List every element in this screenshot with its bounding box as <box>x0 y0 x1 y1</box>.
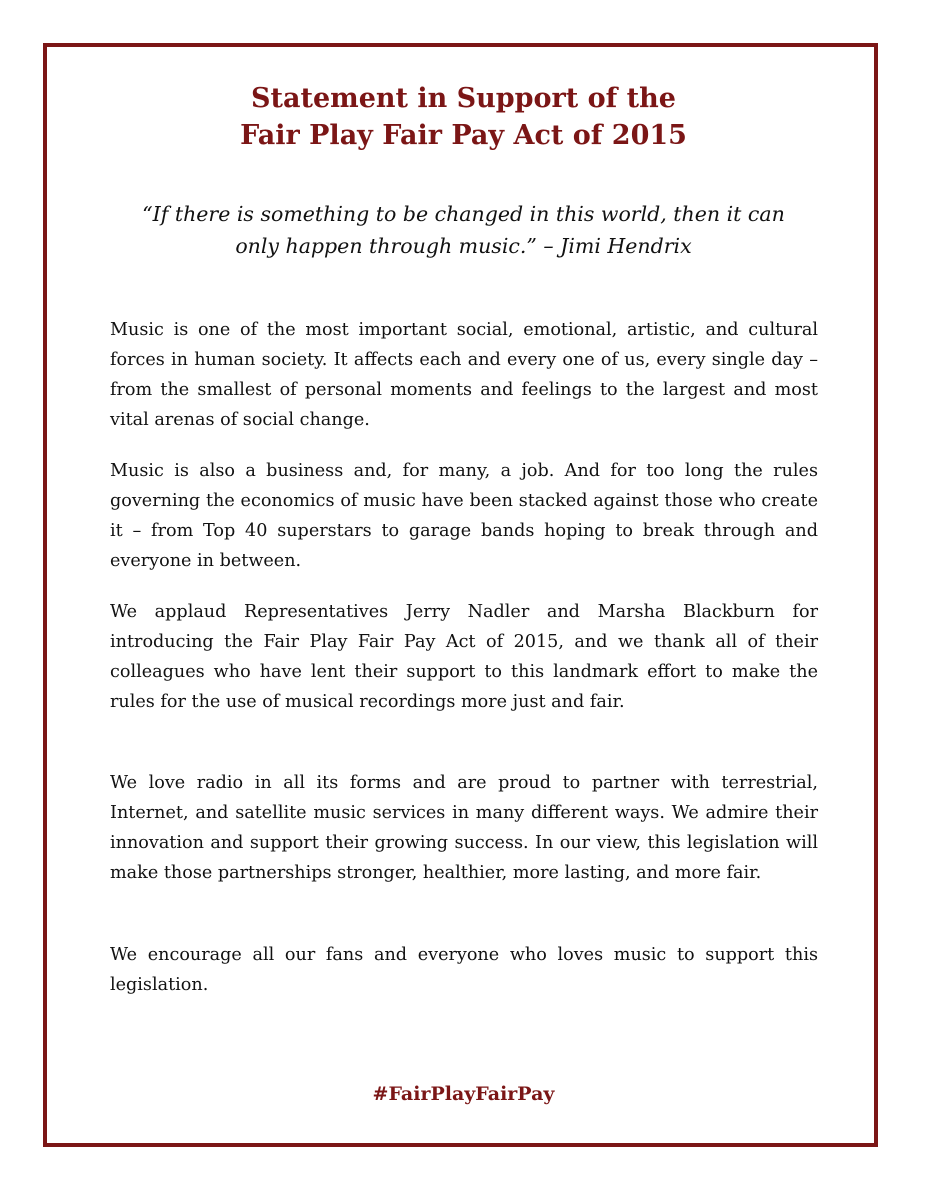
paragraph-music-importance: Music is one of the most important social, emotional, artistic, and cultural forces in human society. It affects each and every one of us, every single day – from the smallest of personal moments and feelings to the largest and most vital arenas of social change. <box>110 320 818 430</box>
quote-line-1: “If there is something to be changed in this world, then it can <box>142 202 785 226</box>
document-title-line-2: Fair Play Fair Pay Act of 2015 <box>240 120 687 151</box>
quote-line-2: only happen through music.” – Jimi Hendrix <box>235 234 692 258</box>
paragraph-music-business: Music is also a business and, for many, a job. And for too long the rules governing the economics of music have been stacked against those who create it – from Top 40 superstars to garage bands hoping to break through and everyone in between. <box>110 461 818 571</box>
hashtag: #FairPlayFairPay <box>372 1083 555 1105</box>
paragraph-encourage-fans: We encourage all our fans and everyone who loves music to support this legislation. <box>110 945 818 995</box>
document-title-line-1: Statement in Support of the <box>251 83 676 114</box>
paragraph-applaud-representatives: We applaud Representatives Jerry Nadler and Marsha Blackburn for introducing the Fair Play Fair Pay Act of 2015, and we thank all of their colleagues who have lent their support to this landmark effort to make the rules for the use of musical recordings more just and fair. <box>110 602 818 712</box>
paragraph-love-radio: We love radio in all its forms and are proud to partner with terrestrial, Internet, and satellite music services in many different ways. We admire their innovation and support their growing success. In our view, this legislation will make those partnerships stronger, healthier, more lasting, and more fair. <box>110 773 818 883</box>
